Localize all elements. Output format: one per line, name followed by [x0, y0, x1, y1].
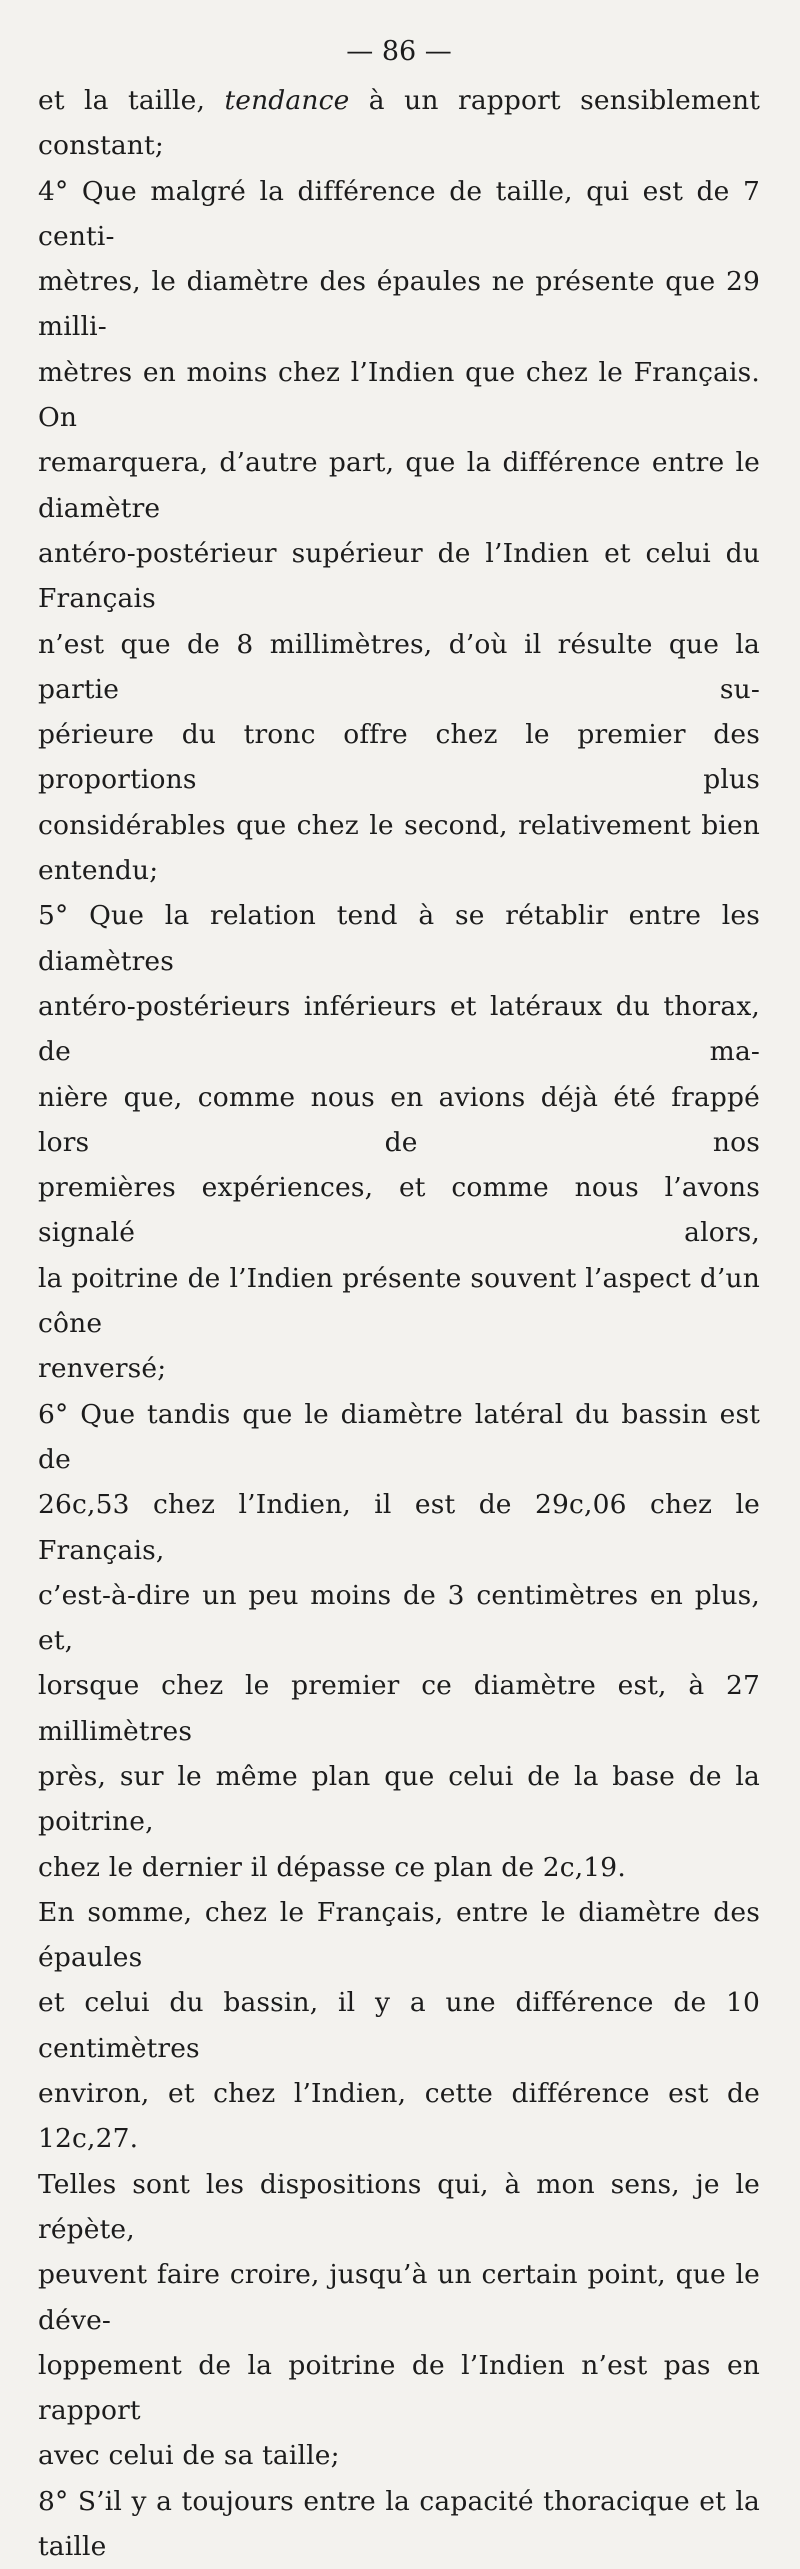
text-line: premières expériences, et comme nous l’avons signalé alors, [38, 1172, 760, 1249]
text-line: 8° S’il y a toujours entre la capacité thoracique et la taille [38, 2485, 760, 2563]
text-line: remarquera, d’autre part, que la différence entre le diamètre [38, 447, 760, 524]
text-line: considérables que chez le second, relativement bien entendu; [38, 809, 760, 887]
text-line: loppement de la poitrine de l’Indien n’est pas en rapport [38, 2349, 760, 2427]
text-line: En somme, chez le Français, entre le diamètre des épaules [38, 1896, 760, 1974]
text-line [38, 78, 760, 169]
text-line: périeure du tronc offre chez le premier des proportions plus [38, 719, 760, 796]
text-line: peuvent faire croire, jusqu’à un certain point, que le déve- [38, 2259, 760, 2336]
text-line: chez le dernier il dépasse ce plan de 2c,19. [38, 1851, 626, 1883]
text-line: avec celui de sa taille; [38, 2440, 340, 2472]
text-line: c’est-à-dire un peu moins de 3 centimètres en plus, et, [38, 1579, 760, 1657]
text-line: 4° Que malgré la différence de taille, qui est de 7 centi- [38, 175, 760, 252]
text-line: renversé; [38, 1353, 167, 1385]
text-line: nière que, comme nous en avions déjà été frappé lors de nos [38, 1081, 760, 1158]
text-line: 6° Que tandis que le diamètre latéral du bassin est de [38, 1398, 760, 1475]
page-number: — 86 — [346, 36, 452, 67]
text-line: n’est que de 8 millimètres, d’où il résulte que la partie su- [38, 628, 760, 705]
body-text [38, 78, 760, 2569]
text-run: et la taille, [38, 85, 225, 116]
emphasized-word: tendance [224, 85, 350, 116]
text-line: 5° Que la relation tend à se rétablir entre les diamètres [38, 900, 760, 977]
text-line: près, sur le même plan que celui de la base de la poitrine, [38, 1760, 760, 1838]
text-run: à un rapport sensiblement constant; [38, 85, 760, 162]
text-line: lorsque chez le premier ce diamètre est, à 27 millimètres [38, 1670, 760, 1747]
text-line: 26c,53 chez l’Indien, il est de 29c,06 chez le Français, [38, 1489, 760, 1566]
text-line: la poitrine de l’Indien présente souvent l’aspect d’un cône [38, 1262, 760, 1340]
text-line: mètres, le diamètre des épaules ne présente que 29 milli- [38, 266, 760, 343]
text-line: environ, et chez l’Indien, cette différence est de 12c,27. [38, 2078, 760, 2155]
text-line: mètres en moins chez l’Indien que chez le Français. On [38, 356, 760, 434]
text-line: et celui du bassin, il y a une différence de 10 centimètres [38, 1987, 760, 2064]
text-line: antéro-postérieurs inférieurs et latéraux du thorax, de ma- [38, 990, 760, 1068]
text-line: Telles sont les dispositions qui, à mon sens, je le répète, [38, 2168, 760, 2245]
text-line: antéro-postérieur supérieur de l’Indien et celui du Français [38, 537, 760, 615]
